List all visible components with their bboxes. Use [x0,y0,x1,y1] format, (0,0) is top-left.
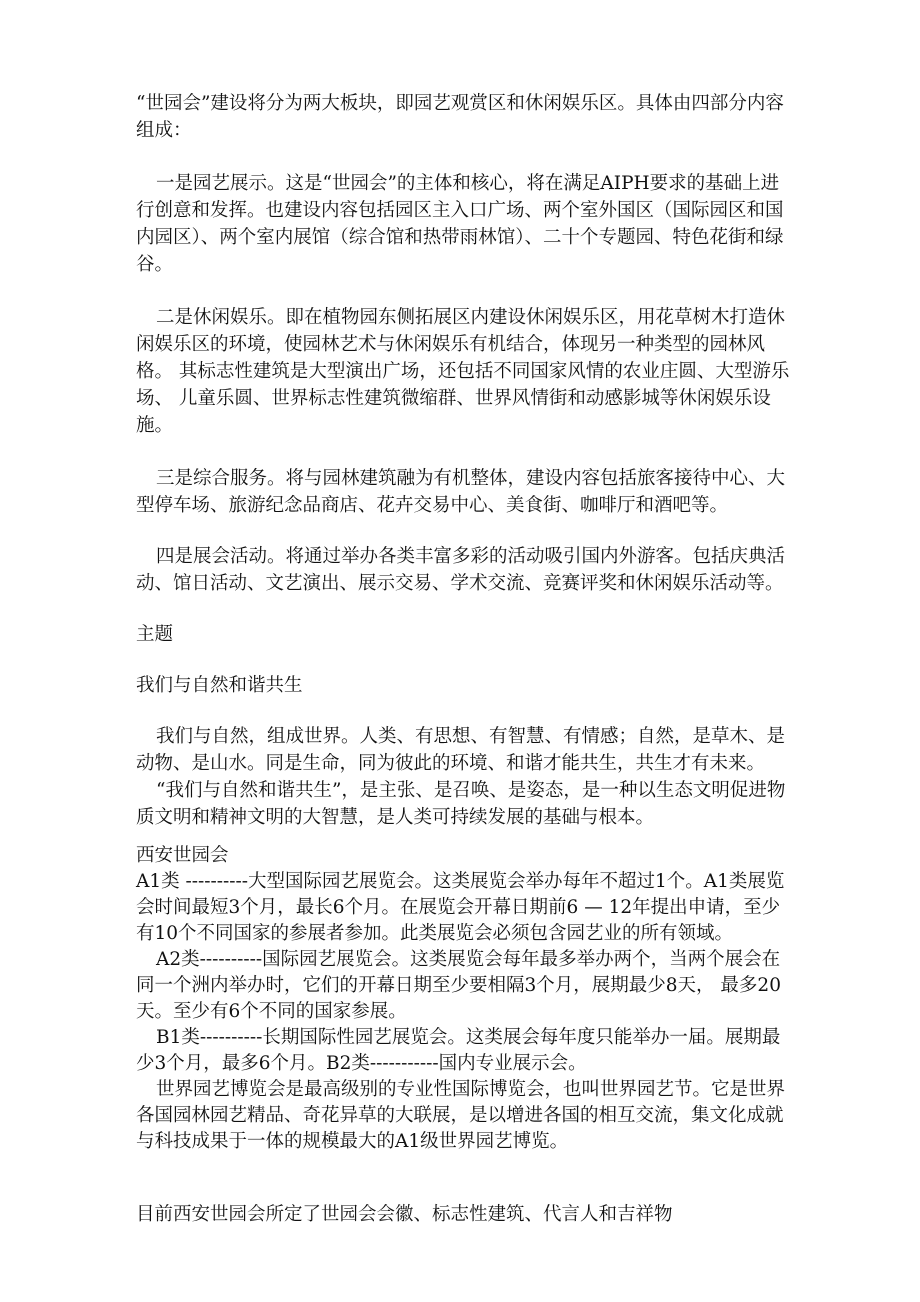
intro-paragraph: “世园会”建设将分为两大板块，即园艺观赏区和休闲娱乐区。具体由四部分内容组成： [136,93,784,141]
world-horticultural-expo-paragraph: 世界园艺博览会是最高级别的专业性国际博览会，也叫世界园艺节。它是世界各国园林园艺精品、奇花异草的大联展，是以增进各国的相互交流，集文化成就与科技成果于一体的规模最大的A1级世界园艺博览。 [136,1079,786,1152]
theme-paragraph-2: “我们与自然和谐共生”，是主张、是召唤、是姿态，是一种以生态文明促进物质文明和精神文明的大智慧，是人类可持续发展的基础与根本。 [136,780,786,828]
theme-heading: 主题 [136,624,174,645]
category-a2-paragraph: A2类----------国际园艺展览会。这类展览会每年最多举办两个，当两个展会在同一个洲内举办时，它们的开幕日期至少要相隔3个月，展期最少8天， 最多20天。至少有6个不同的国家参展。 [136,949,781,1022]
part-2-leisure-entertainment: 二是休闲娱乐。即在植物园东侧拓展区内建设休闲娱乐区，用花草树木打造休闲娱乐区的环境，使园林艺术与休闲娱乐有机结合，体现另一种类型的园林风格。 其标志性建筑是大型演出广场，还包括不同国家风情的农业庄圆、大型游乐场、 儿童乐圆、世界标志性建筑微缩群、世界风情街和动感影城等休闲娱乐设施。 [136,307,790,436]
document-body [136,90,792,1228]
part-4-exhibition-activities: 四是展会活动。将通过举办各类丰富多彩的活动吸引国内外游客。包括庆典活动、馆日活动、文艺演出、展示交易、学术交流、竞赛评奖和休闲娱乐活动等。 [136,546,786,594]
part-3-comprehensive-services: 三是综合服务。将与园林建筑融为有机整体，建设内容包括旅客接待中心、大型停车场、旅游纪念品商店、花卉交易中心、美食街、咖啡厅和酒吧等。 [136,468,786,516]
category-b1-b2-paragraph: B1类----------长期国际性园艺展览会。这类展会每年度只能举办一届。展期最少3个月，最多6个月。B2类-----------国内专业展示会。 [136,1027,781,1074]
category-a1-paragraph: A1类 ----------大型国际园艺展览会。这类展览会举办每年不超过1个。A1类展览会时间最短3个月，最长6个月。在展览会开幕日期前6 — 12年提出申请，至少有10个不同国家的参展者参加。此类展览会必须包含园艺业的所有领域。 [136,871,785,944]
xian-expo-heading: 西安世园会 [136,845,229,866]
theme-title: 我们与自然和谐共生 [136,675,303,696]
closing-line: 目前西安世园会所定了世园会会徽、标志性建筑、代言人和吉祥物 [136,1204,673,1225]
part-1-horticulture-display: 一是园艺展示。这是“世园会”的主体和核心，将在满足AIPH要求的基础上进 行创意和发挥。也建设内容包括园区主入口广场、两个室外国区（国际园区和国内园区）、两个室内展馆（综合馆和热带雨林馆）、二十个专题园、特色花街和绿谷。 [136,173,786,275]
theme-paragraph-1: 我们与自然，组成世界。人类、有思想、有智慧、有情感；自然，是草木、是动物、是山水。同是生命，同为彼此的环境、和谐才能共生，共生才有未来。 [136,726,786,774]
